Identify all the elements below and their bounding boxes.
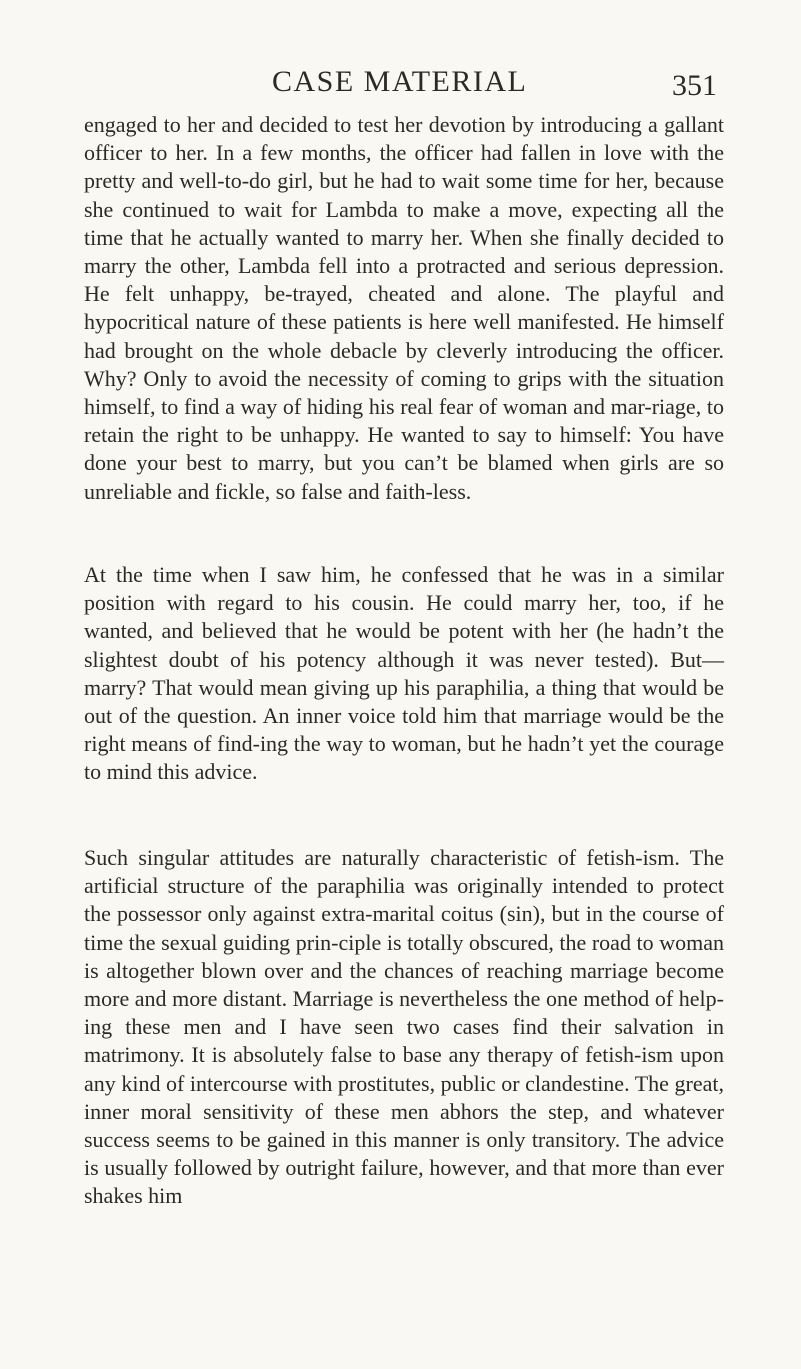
paragraph-text: engaged to her and decided to test her devotion by introducing a gallant officer to her. In a few months, the officer had fallen in love with the pretty and well-to-do girl, but he had to wait some time for her, because she continued to wait for Lambda to make a move, expecting all the time that he actually wanted to marry her. When she finally decided to marry the other, Lambda fell into a protracted and serious depression. He felt unhappy, be-trayed, cheated and alone. The playful and hypocritical nature of these patients is here well manifested. He himself had brought on the whole debacle by cleverly introducing the officer. Why? Only to avoid the necessity of coming to grips with the situation himself, to find a way of hiding his real fear of woman and mar-riage, to retain the right to be unhappy. He wanted to say to himself: You have done your best to marry, but you can’t be blamed when girls are so unreliable and fickle, so false and faith-less. xyxy=(84,112,724,504)
paragraph-text: At the time when I saw him, he confessed that he was in a similar position with regard to his cousin. He could marry her, too, if he wanted, and believed that he would be potent with her (he hadn’t the slightest doubt of his potency although it was never tested). But—marry? That would mean giving up his paraphilia, a thing that would be out of the question. An inner voice told him that marriage would be the right means of find-ing the way to woman, but he hadn’t yet the courage to mind this advice. xyxy=(84,562,724,785)
paragraph-text: Such singular attitudes are naturally characteristic of fetish-ism. The artificial structure of the paraphilia was originally intended to protect the possessor only against extra-marital coitus (sin), but in the course of time the sexual guiding prin-ciple is totally obscured, the road to woman is altogether blown over and the chances of reaching marriage become more and more distant. Marriage is nevertheless the one method of help-ing these men and I have seen two cases find their salvation in matrimony. It is absolutely false to base any therapy of fetish-ism upon any kind of intercourse with prostitutes, public or clandestine. The great, inner moral sensitivity of these men abhors the step, and whatever success seems to be gained in this manner is only transitory. The advice is usually followed by outright failure, however, and that more than ever shakes him xyxy=(84,845,724,1209)
paragraph-2 xyxy=(84,561,724,787)
paragraph-1 xyxy=(84,111,724,506)
page-number: 351 xyxy=(672,69,717,102)
running-head-title: CASE MATERIAL xyxy=(272,65,528,98)
paragraph-3 xyxy=(84,844,724,1211)
